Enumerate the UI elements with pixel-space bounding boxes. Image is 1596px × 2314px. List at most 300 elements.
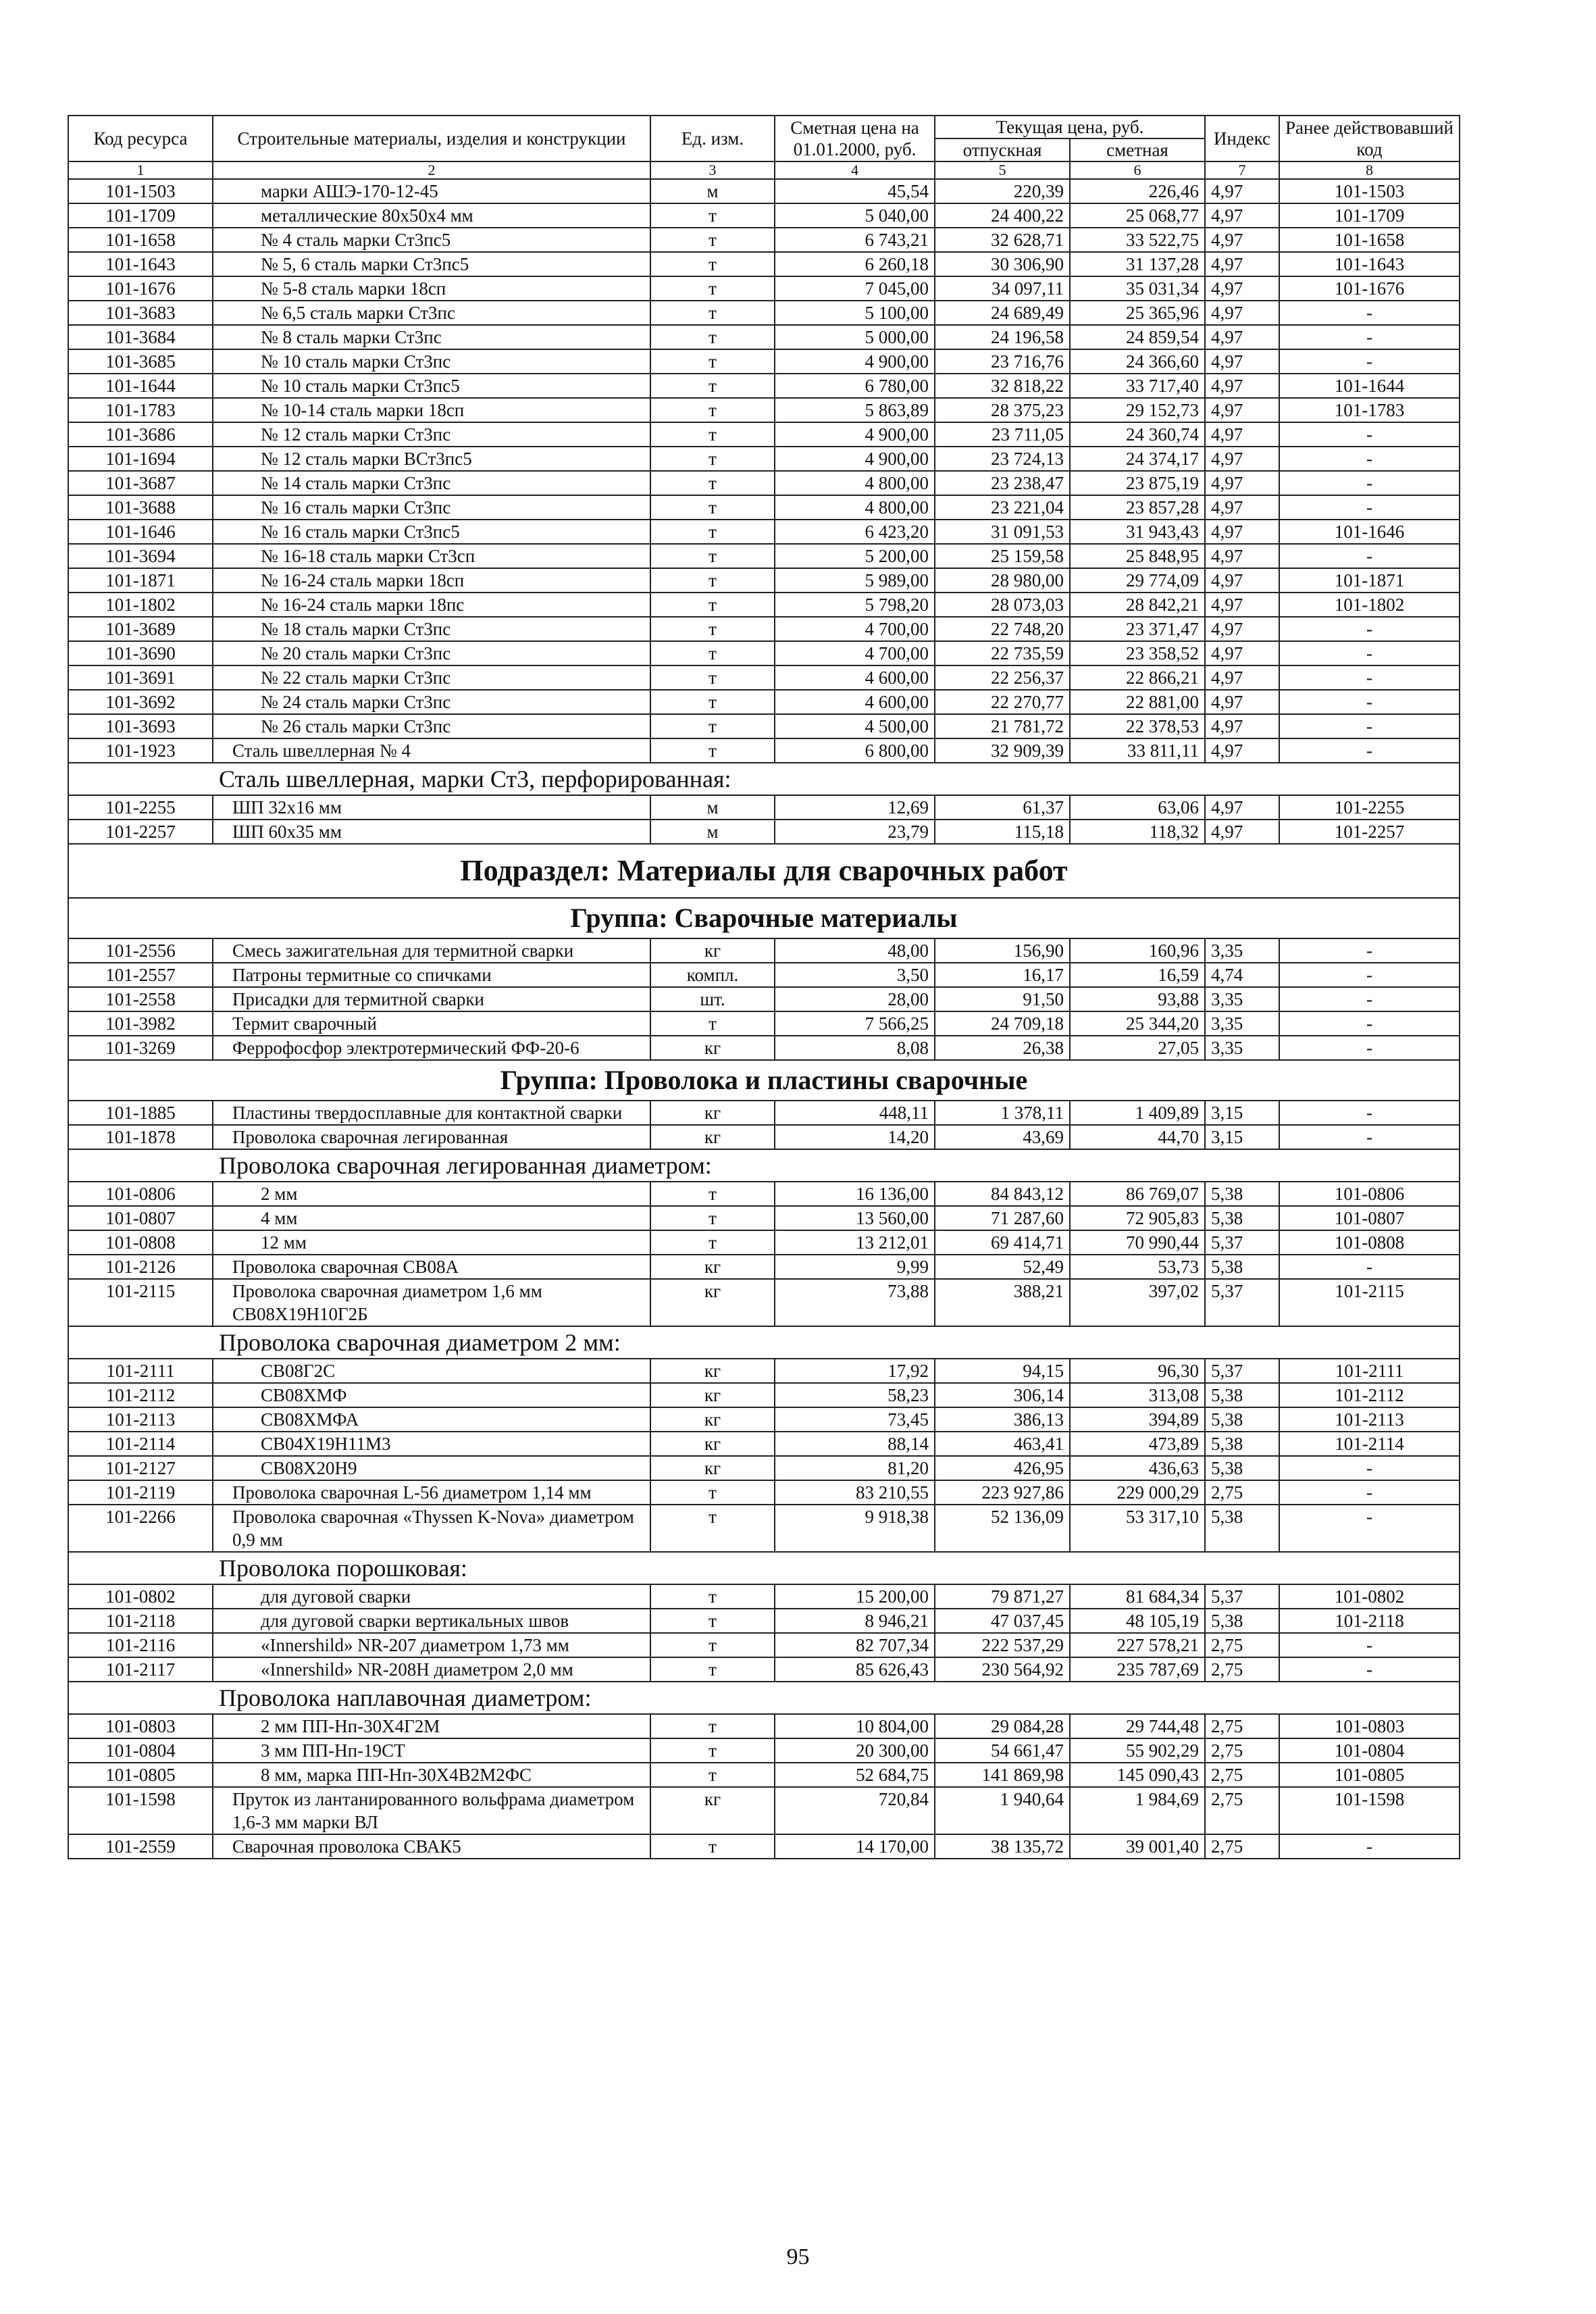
table-row <box>68 1407 1460 1432</box>
price-table <box>68 115 1460 1859</box>
index-cell: 4,97 <box>1205 665 1279 690</box>
estimated-price-cell: 33 522,75 <box>1070 228 1205 252</box>
unit-cell: кг <box>650 1432 775 1456</box>
index-cell: 4,97 <box>1205 795 1279 820</box>
estimated-price-cell: 24 366,60 <box>1070 349 1205 374</box>
resource-code: 101-2255 <box>68 795 213 820</box>
resource-code: 101-1878 <box>68 1125 213 1149</box>
estimated-price-cell: 118,32 <box>1070 820 1205 844</box>
material-name: Сталь швеллерная № 4 <box>213 738 650 763</box>
resource-code: 101-3269 <box>68 1036 213 1060</box>
estimate-price-cell: 6 260,18 <box>775 252 935 276</box>
unit-cell: т <box>650 617 775 641</box>
material-name: № 6,5 сталь марки Ст3пс <box>213 301 650 325</box>
release-price-cell: 24 709,18 <box>935 1011 1070 1036</box>
unit-cell: т <box>650 1763 775 1787</box>
index-cell: 4,74 <box>1205 963 1279 987</box>
unit-cell: м <box>650 820 775 844</box>
estimate-price-cell: 9,99 <box>775 1255 935 1279</box>
table-row <box>68 349 1460 374</box>
unit-cell: т <box>650 228 775 252</box>
previous-code-cell: 101-2255 <box>1279 795 1460 820</box>
estimate-price-cell: 5 863,89 <box>775 398 935 422</box>
material-name: Проволока сварочная диаметром 1,6 мм СВ08Х19Н10Г2Б <box>213 1279 650 1326</box>
unit-cell: кг <box>650 1383 775 1407</box>
table-row <box>68 1657 1460 1682</box>
estimate-price-cell: 4 900,00 <box>775 349 935 374</box>
resource-code: 101-1646 <box>68 520 213 544</box>
release-price-cell: 230 564,92 <box>935 1657 1070 1682</box>
previous-code-cell: 101-2114 <box>1279 1432 1460 1456</box>
previous-code-cell: - <box>1279 963 1460 987</box>
material-name: 3 мм ПП-Нп-19СТ <box>213 1738 650 1763</box>
resource-code: 101-1694 <box>68 447 213 471</box>
material-name: Пруток из лантанированного вольфрама диаметром 1,6-3 мм марки ВЛ <box>213 1787 650 1834</box>
material-name: № 12 сталь марки Ст3пс <box>213 422 650 447</box>
estimated-price-cell: 33 811,11 <box>1070 738 1205 763</box>
unit-cell: шт. <box>650 987 775 1011</box>
estimate-price-cell: 88,14 <box>775 1432 935 1456</box>
material-name: Проволока сварочная «Thyssen K-Nova» диаметром 0,9 мм <box>213 1505 650 1552</box>
material-name: № 10 сталь марки Ст3пс <box>213 349 650 374</box>
release-price-cell: 388,21 <box>935 1279 1070 1326</box>
estimated-price-cell: 235 787,69 <box>1070 1657 1205 1682</box>
release-price-cell: 22 270,77 <box>935 690 1070 714</box>
index-cell: 4,97 <box>1205 690 1279 714</box>
index-cell: 4,97 <box>1205 738 1279 763</box>
previous-code-cell: - <box>1279 544 1460 568</box>
unit-cell: т <box>650 690 775 714</box>
table-row <box>68 795 1460 820</box>
unit-cell: т <box>650 1714 775 1738</box>
release-price-cell: 91,50 <box>935 987 1070 1011</box>
table-row <box>68 471 1460 495</box>
subheading-row <box>68 1682 1460 1714</box>
index-cell: 3,15 <box>1205 1101 1279 1125</box>
index-cell: 5,37 <box>1205 1584 1279 1609</box>
index-cell: 5,38 <box>1205 1505 1279 1552</box>
previous-code-cell: 101-2113 <box>1279 1407 1460 1432</box>
subheading-row <box>68 763 1460 795</box>
resource-code: 101-1783 <box>68 398 213 422</box>
table-row <box>68 820 1460 844</box>
estimate-price-cell: 28,00 <box>775 987 935 1011</box>
estimate-price-cell: 58,23 <box>775 1383 935 1407</box>
resource-code: 101-2116 <box>68 1633 213 1657</box>
resource-code: 101-3691 <box>68 665 213 690</box>
previous-code-cell: 101-2112 <box>1279 1383 1460 1407</box>
resource-code: 101-1503 <box>68 179 213 203</box>
material-name: 2 мм <box>213 1182 650 1206</box>
resource-code: 101-2113 <box>68 1407 213 1432</box>
estimate-price-cell: 14 170,00 <box>775 1834 935 1859</box>
previous-code-cell: - <box>1279 1505 1460 1552</box>
index-cell: 4,97 <box>1205 179 1279 203</box>
release-price-cell: 79 871,27 <box>935 1584 1070 1609</box>
previous-code-cell: - <box>1279 714 1460 738</box>
estimated-price-cell: 394,89 <box>1070 1407 1205 1432</box>
release-price-cell: 24 689,49 <box>935 301 1070 325</box>
estimated-price-cell: 229 000,29 <box>1070 1480 1205 1505</box>
resource-code: 101-2556 <box>68 938 213 963</box>
previous-code-cell: 101-0802 <box>1279 1584 1460 1609</box>
index-cell: 4,97 <box>1205 325 1279 349</box>
unit-cell: т <box>650 398 775 422</box>
index-cell: 4,97 <box>1205 301 1279 325</box>
resource-code: 101-2117 <box>68 1657 213 1682</box>
column-number: 1 <box>68 161 213 179</box>
index-cell: 5,38 <box>1205 1182 1279 1206</box>
table-row <box>68 228 1460 252</box>
material-name: № 10-14 сталь марки 18сп <box>213 398 650 422</box>
unit-cell: кг <box>650 1036 775 1060</box>
resource-code: 101-0802 <box>68 1584 213 1609</box>
table-row <box>68 1834 1460 1859</box>
resource-code: 101-0807 <box>68 1206 213 1230</box>
material-name: ШП 60х35 мм <box>213 820 650 844</box>
estimated-price-cell: 25 344,20 <box>1070 1011 1205 1036</box>
estimated-price-cell: 53 317,10 <box>1070 1505 1205 1552</box>
unit-cell: т <box>650 495 775 520</box>
previous-code-cell: - <box>1279 665 1460 690</box>
previous-code-cell: - <box>1279 1456 1460 1480</box>
unit-cell: т <box>650 593 775 617</box>
index-cell: 2,75 <box>1205 1657 1279 1682</box>
unit-cell: т <box>650 1505 775 1552</box>
index-cell: 2,75 <box>1205 1633 1279 1657</box>
table-row <box>68 1738 1460 1763</box>
previous-code-cell: - <box>1279 690 1460 714</box>
unit-cell: т <box>650 1609 775 1633</box>
material-name: № 4 сталь марки Ст3пс5 <box>213 228 650 252</box>
resource-code: 101-1871 <box>68 568 213 593</box>
material-name: Сварочная проволока СВАК5 <box>213 1834 650 1859</box>
estimated-price-cell: 29 744,48 <box>1070 1714 1205 1738</box>
table-row <box>68 447 1460 471</box>
resource-code: 101-2257 <box>68 820 213 844</box>
estimate-price-cell: 23,79 <box>775 820 935 844</box>
resource-code: 101-3686 <box>68 422 213 447</box>
subheading: Проволока сварочная легированная диаметром: <box>68 1149 1460 1182</box>
material-name: 12 мм <box>213 1230 650 1255</box>
table-row <box>68 593 1460 617</box>
estimate-price-cell: 3,50 <box>775 963 935 987</box>
index-cell: 5,38 <box>1205 1383 1279 1407</box>
estimate-price-cell: 48,00 <box>775 938 935 963</box>
estimate-price-cell: 17,92 <box>775 1359 935 1383</box>
release-price-cell: 69 414,71 <box>935 1230 1070 1255</box>
table-row <box>68 1763 1460 1787</box>
table-row <box>68 276 1460 301</box>
release-price-cell: 28 980,00 <box>935 568 1070 593</box>
estimated-price-cell: 145 090,43 <box>1070 1763 1205 1787</box>
release-price-cell: 32 818,22 <box>935 374 1070 398</box>
index-cell: 4,97 <box>1205 252 1279 276</box>
index-cell: 4,97 <box>1205 617 1279 641</box>
table-row <box>68 690 1460 714</box>
previous-code-cell: 101-2111 <box>1279 1359 1460 1383</box>
release-price-cell: 71 287,60 <box>935 1206 1070 1230</box>
price-table-sheet <box>68 115 1459 1859</box>
resource-code: 101-1709 <box>68 203 213 228</box>
estimate-price-cell: 5 989,00 <box>775 568 935 593</box>
estimated-price-cell: 55 902,29 <box>1070 1738 1205 1763</box>
material-name: 4 мм <box>213 1206 650 1230</box>
estimated-price-cell: 16,59 <box>1070 963 1205 987</box>
previous-code-cell: 101-0806 <box>1279 1182 1460 1206</box>
previous-code-cell: - <box>1279 1834 1460 1859</box>
previous-code-cell: - <box>1279 1480 1460 1505</box>
previous-code-cell: - <box>1279 1011 1460 1036</box>
unit-cell: т <box>650 471 775 495</box>
previous-code-cell: - <box>1279 495 1460 520</box>
unit-cell: т <box>650 349 775 374</box>
index-cell: 4,97 <box>1205 820 1279 844</box>
estimated-price-cell: 39 001,40 <box>1070 1834 1205 1859</box>
estimate-price-cell: 5 000,00 <box>775 325 935 349</box>
column-number: 3 <box>650 161 775 179</box>
material-name: для дуговой сварки <box>213 1584 650 1609</box>
unit-cell: кг <box>650 1407 775 1432</box>
unit-cell: т <box>650 1584 775 1609</box>
estimate-price-cell: 4 500,00 <box>775 714 935 738</box>
estimated-price-cell: 1 984,69 <box>1070 1787 1205 1834</box>
release-price-cell: 23 221,04 <box>935 495 1070 520</box>
table-row <box>68 714 1460 738</box>
previous-code-cell: - <box>1279 1125 1460 1149</box>
resource-code: 101-1658 <box>68 228 213 252</box>
resource-code: 101-2126 <box>68 1255 213 1279</box>
material-name: № 16-18 сталь марки Ст3сп <box>213 544 650 568</box>
previous-code-cell: 101-0807 <box>1279 1206 1460 1230</box>
material-name: СВ08Г2С <box>213 1359 650 1383</box>
release-price-cell: 28 073,03 <box>935 593 1070 617</box>
previous-code-cell: - <box>1279 617 1460 641</box>
unit-cell: т <box>650 374 775 398</box>
index-cell: 5,38 <box>1205 1255 1279 1279</box>
index-cell: 4,97 <box>1205 641 1279 665</box>
estimated-price-cell: 23 358,52 <box>1070 641 1205 665</box>
release-price-cell: 1 940,64 <box>935 1787 1070 1834</box>
material-name: № 26 сталь марки Ст3пс <box>213 714 650 738</box>
estimate-price-cell: 7 566,25 <box>775 1011 935 1036</box>
previous-code-cell: - <box>1279 1657 1460 1682</box>
resource-code: 101-0804 <box>68 1738 213 1763</box>
table-row <box>68 422 1460 447</box>
estimated-price-cell: 33 717,40 <box>1070 374 1205 398</box>
resource-code: 101-0806 <box>68 1182 213 1206</box>
estimated-price-cell: 96,30 <box>1070 1359 1205 1383</box>
estimated-price-cell: 397,02 <box>1070 1279 1205 1326</box>
estimated-price-cell: 23 371,47 <box>1070 617 1205 641</box>
estimate-price-cell: 6 743,21 <box>775 228 935 252</box>
estimated-price-cell: 35 031,34 <box>1070 276 1205 301</box>
release-price-cell: 54 661,47 <box>935 1738 1070 1763</box>
release-price-cell: 22 256,37 <box>935 665 1070 690</box>
index-cell: 4,97 <box>1205 203 1279 228</box>
subsection-title: Подраздел: Материалы для сварочных работ <box>68 844 1460 898</box>
estimate-price-cell: 15 200,00 <box>775 1584 935 1609</box>
estimated-price-cell: 227 578,21 <box>1070 1633 1205 1657</box>
estimated-price-cell: 53,73 <box>1070 1255 1205 1279</box>
resource-code: 101-2115 <box>68 1279 213 1326</box>
resource-code: 101-3982 <box>68 1011 213 1036</box>
table-row <box>68 179 1460 203</box>
previous-code-cell: - <box>1279 422 1460 447</box>
resource-code: 101-1643 <box>68 252 213 276</box>
release-price-cell: 26,38 <box>935 1036 1070 1060</box>
material-name: Термит сварочный <box>213 1011 650 1036</box>
estimate-price-cell: 4 600,00 <box>775 690 935 714</box>
unit-cell: кг <box>650 1125 775 1149</box>
material-name: № 8 сталь марки Ст3пс <box>213 325 650 349</box>
resource-code: 101-3683 <box>68 301 213 325</box>
unit-cell: т <box>650 568 775 593</box>
estimated-price-cell: 22 881,00 <box>1070 690 1205 714</box>
index-cell: 5,37 <box>1205 1359 1279 1383</box>
table-body <box>68 179 1460 1859</box>
subheading: Проволока наплавочная диаметром: <box>68 1682 1460 1714</box>
previous-code-cell: 101-1802 <box>1279 593 1460 617</box>
release-price-cell: 38 135,72 <box>935 1834 1070 1859</box>
material-name: СВ08ХМФ <box>213 1383 650 1407</box>
table-row <box>68 1456 1460 1480</box>
estimate-price-cell: 14,20 <box>775 1125 935 1149</box>
group-row <box>68 898 1460 938</box>
previous-code-cell: 101-2118 <box>1279 1609 1460 1633</box>
resource-code: 101-3690 <box>68 641 213 665</box>
unit-cell: т <box>650 1480 775 1505</box>
table-row <box>68 1787 1460 1834</box>
estimated-price-cell: 63,06 <box>1070 795 1205 820</box>
estimated-price-cell: 70 990,44 <box>1070 1230 1205 1255</box>
previous-code-cell: - <box>1279 938 1460 963</box>
material-name: для дуговой сварки вертикальных швов <box>213 1609 650 1633</box>
table-row <box>68 617 1460 641</box>
unit-cell: кг <box>650 1101 775 1125</box>
release-price-cell: 23 711,05 <box>935 422 1070 447</box>
estimate-price-cell: 5 798,20 <box>775 593 935 617</box>
resource-code: 101-0803 <box>68 1714 213 1738</box>
table-row <box>68 1125 1460 1149</box>
material-name: 2 мм ПП-Нп-30Х4Г2М <box>213 1714 650 1738</box>
unit-cell: кг <box>650 1279 775 1326</box>
estimated-price-cell: 86 769,07 <box>1070 1182 1205 1206</box>
column-number: 2 <box>213 161 650 179</box>
header-estimate-price: Сметная цена на 01.01.2000, руб. <box>775 116 935 161</box>
release-price-cell: 16,17 <box>935 963 1070 987</box>
table-row <box>68 325 1460 349</box>
estimate-price-cell: 82 707,34 <box>775 1633 935 1657</box>
release-price-cell: 220,39 <box>935 179 1070 203</box>
estimated-price-cell: 27,05 <box>1070 1036 1205 1060</box>
estimated-price-cell: 22 866,21 <box>1070 665 1205 690</box>
release-price-cell: 306,14 <box>935 1383 1070 1407</box>
header-unit: Ед. изм. <box>650 116 775 161</box>
estimate-price-cell: 4 600,00 <box>775 665 935 690</box>
unit-cell: компл. <box>650 963 775 987</box>
previous-code-cell: 101-0808 <box>1279 1230 1460 1255</box>
estimated-price-cell: 226,46 <box>1070 179 1205 203</box>
group-title: Группа: Сварочные материалы <box>68 898 1460 938</box>
resource-code: 101-3685 <box>68 349 213 374</box>
index-cell: 2,75 <box>1205 1738 1279 1763</box>
estimate-price-cell: 10 804,00 <box>775 1714 935 1738</box>
resource-code: 101-1802 <box>68 593 213 617</box>
index-cell: 3,35 <box>1205 1011 1279 1036</box>
estimate-price-cell: 85 626,43 <box>775 1657 935 1682</box>
index-cell: 5,38 <box>1205 1456 1279 1480</box>
previous-code-cell: - <box>1279 447 1460 471</box>
subheading-row <box>68 1149 1460 1182</box>
unit-cell: т <box>650 714 775 738</box>
estimate-price-cell: 4 800,00 <box>775 495 935 520</box>
unit-cell: т <box>650 1230 775 1255</box>
estimated-price-cell: 25 068,77 <box>1070 203 1205 228</box>
header-estimated-price: сметная <box>1070 139 1205 161</box>
estimate-price-cell: 9 918,38 <box>775 1505 935 1552</box>
resource-code: 101-3693 <box>68 714 213 738</box>
unit-cell: т <box>650 325 775 349</box>
previous-code-cell: 101-1644 <box>1279 374 1460 398</box>
estimate-price-cell: 81,20 <box>775 1456 935 1480</box>
previous-code-cell: - <box>1279 301 1460 325</box>
release-price-cell: 29 084,28 <box>935 1714 1070 1738</box>
header-index: Индекс <box>1205 116 1279 161</box>
index-cell: 4,97 <box>1205 568 1279 593</box>
estimate-price-cell: 5 040,00 <box>775 203 935 228</box>
table-row <box>68 1584 1460 1609</box>
estimate-price-cell: 8 946,21 <box>775 1609 935 1633</box>
previous-code-cell: - <box>1279 738 1460 763</box>
material-name: № 14 сталь марки Ст3пс <box>213 471 650 495</box>
table-row <box>68 495 1460 520</box>
previous-code-cell: - <box>1279 349 1460 374</box>
estimated-price-cell: 93,88 <box>1070 987 1205 1011</box>
resource-code: 101-2127 <box>68 1456 213 1480</box>
index-cell: 4,97 <box>1205 495 1279 520</box>
unit-cell: т <box>650 203 775 228</box>
estimate-price-cell: 13 212,01 <box>775 1230 935 1255</box>
release-price-cell: 24 400,22 <box>935 203 1070 228</box>
previous-code-cell: 101-1646 <box>1279 520 1460 544</box>
estimated-price-cell: 313,08 <box>1070 1383 1205 1407</box>
estimated-price-cell: 81 684,34 <box>1070 1584 1205 1609</box>
previous-code-cell: 101-2257 <box>1279 820 1460 844</box>
material-name: «Innershild» NR-207 диаметром 1,73 мм <box>213 1633 650 1657</box>
estimate-price-cell: 83 210,55 <box>775 1480 935 1505</box>
material-name: ШП 32х16 мм <box>213 795 650 820</box>
index-cell: 4,97 <box>1205 228 1279 252</box>
material-name: Проволока сварочная легированная <box>213 1125 650 1149</box>
previous-code-cell: 101-0804 <box>1279 1738 1460 1763</box>
header-previous-code: Ранее действовавший код <box>1279 116 1460 161</box>
material-name: № 24 сталь марки Ст3пс <box>213 690 650 714</box>
column-number: 6 <box>1070 161 1205 179</box>
subheading-row <box>68 1552 1460 1584</box>
previous-code-cell: 101-1676 <box>1279 276 1460 301</box>
material-name: № 16-24 сталь марки 18сп <box>213 568 650 593</box>
previous-code-cell: 101-1503 <box>1279 179 1460 203</box>
index-cell: 2,75 <box>1205 1763 1279 1787</box>
header-release-price: отпускная <box>935 139 1070 161</box>
index-cell: 5,37 <box>1205 1279 1279 1326</box>
table-row <box>68 1633 1460 1657</box>
unit-cell: м <box>650 179 775 203</box>
estimated-price-cell: 29 774,09 <box>1070 568 1205 593</box>
table-row <box>68 568 1460 593</box>
previous-code-cell: 101-1871 <box>1279 568 1460 593</box>
